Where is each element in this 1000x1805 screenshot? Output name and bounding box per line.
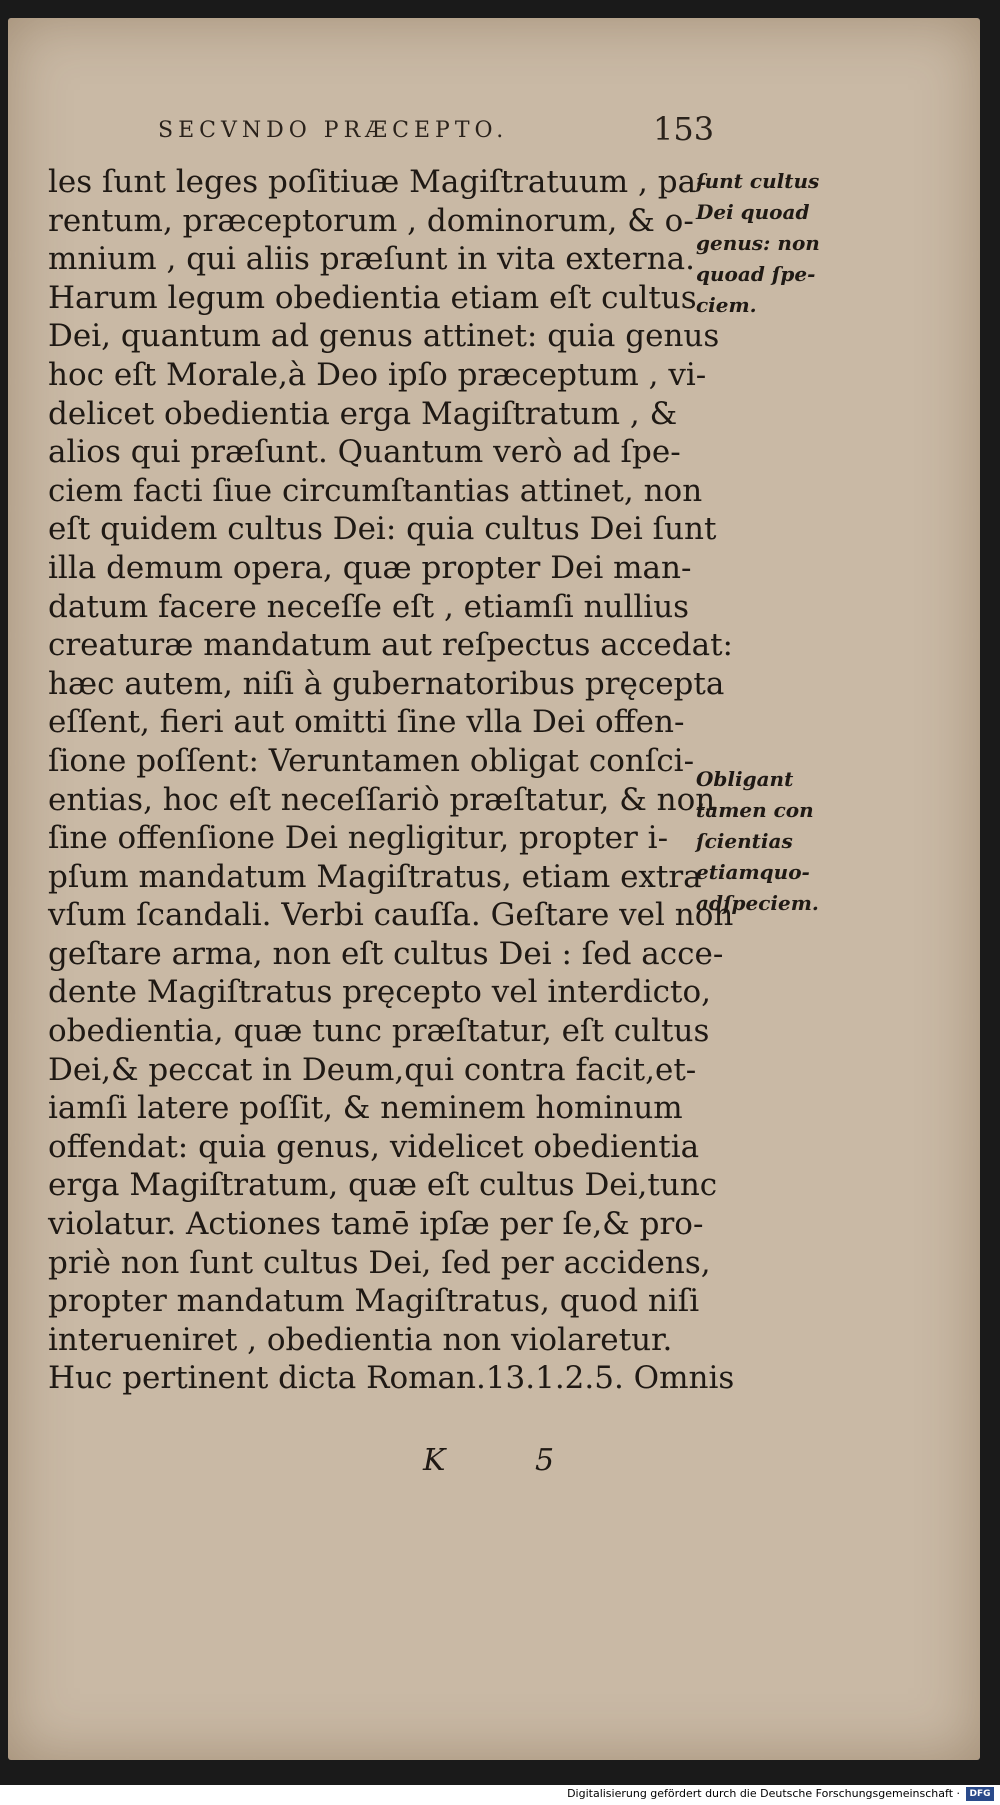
text-line: creaturæ mandatum aut reſpectus accedat: [48,627,733,664]
margin-note-obligant [696,764,846,919]
dfg-logo-icon: DFG [966,1787,994,1801]
text-line: offendat: quia genus, videlicet obedientia [48,1128,700,1165]
margin-note-line: quoad ſpe- [696,262,816,286]
text-line: iamſi latere poſſit, & neminem hominum [48,1090,683,1127]
margin-note-line: tamen con [696,798,814,822]
footer-credit-text: Digitalisierung gefördert durch die Deutsche Forschungsgemeinschaft · [567,1787,960,1800]
text-line: violatur. Actiones tamē ipſæ per ſe,& pro- [48,1206,704,1243]
margin-note-line: ciem. [696,293,757,317]
signature-mark: K 5 [423,1443,595,1478]
text-line: geſtare arma, non eſt cultus Dei : ſed acce- [48,935,724,972]
running-title: SECVNDO PRÆCEPTO. [158,118,509,143]
margin-note-line: Dei quoad [696,200,810,224]
text-line: rentum, præceptorum , dominorum, & o- [48,202,694,239]
margin-note-line: Obligant [696,767,794,791]
text-line: eſt quidem cultus Dei: quia cultus Dei ſunt [48,511,717,548]
text-line: ſine offenſione Dei negligitur, propter i- [48,820,669,857]
text-line: propter mandatum Magiſtratus, quod niſi [48,1283,700,1320]
text-line: interueniret , obedientia non violaretur. [48,1321,673,1358]
text-line: hæc autem, niſi à gubernatoribus pręcepta [48,665,725,702]
text-line: eſſent, fieri aut omitti ſine vlla Dei offen- [48,704,685,741]
text-line: datum facere neceſſe eſt , etiamſi nullius [48,588,690,625]
text-line: les ſunt leges poſitiuæ Magiſtratuum , pa- [48,164,707,200]
margin-note-line: ſunt cultus [696,169,820,193]
page-number: 153 [653,110,715,148]
text-line: dente Magiſtratus pręcepto vel interdicto, [48,974,711,1011]
text-line: Harum legum obedientia etiam eſt cultus [48,279,697,316]
text-line: ſione poſſent: Veruntamen obligat conſci- [48,742,695,779]
text-line: mnium , qui aliis præſunt in vita externa. [48,241,695,278]
text-line: obedientia, quæ tunc præſtatur, eſt cultus [48,1013,710,1050]
text-line: erga Magiſtratum, quæ eſt cultus Dei,tunc [48,1167,718,1204]
text-line: hoc eſt Morale,à Deo ipſo præceptum , vi- [48,356,707,393]
margin-note-line: genus: non [696,231,820,255]
text-line: ciem facti ſiue circumſtantias attinet, non [48,472,703,509]
margin-note-cultus [696,166,846,321]
margin-note-line: adſpeciem. [696,891,819,915]
text-line: Huc pertinent dicta Roman.13.1.2.5. Omnis [48,1360,735,1397]
text-line: Dei,& peccat in Deum,qui contra facit,et- [48,1051,697,1088]
text-line: Dei, quantum ad genus attinet: quia genus [48,318,720,355]
margin-note-line: etiamquo- [696,860,810,884]
text-line: alios qui præſunt. Quantum verò ad ſpe- [48,434,681,471]
text-line: delicet obedientia erga Magiſtratum , & [48,395,678,432]
margin-note-line: ſcientias [696,829,793,853]
text-line: illa demum opera, quæ propter Dei man- [48,549,692,586]
text-line: entias, hoc eſt neceſſariò præſtatur, & non [48,781,716,818]
text-line: priè non ſunt cultus Dei, ſed per accidens, [48,1244,711,1281]
text-line: vſum ſcandali. Verbi cauſſa. Geſtare vel non [48,897,734,934]
book-page [8,18,980,1760]
text-line: pſum mandatum Magiſtratus, etiam extra [48,858,702,895]
main-text-block [48,163,735,1398]
footer-bar [0,1785,1000,1805]
